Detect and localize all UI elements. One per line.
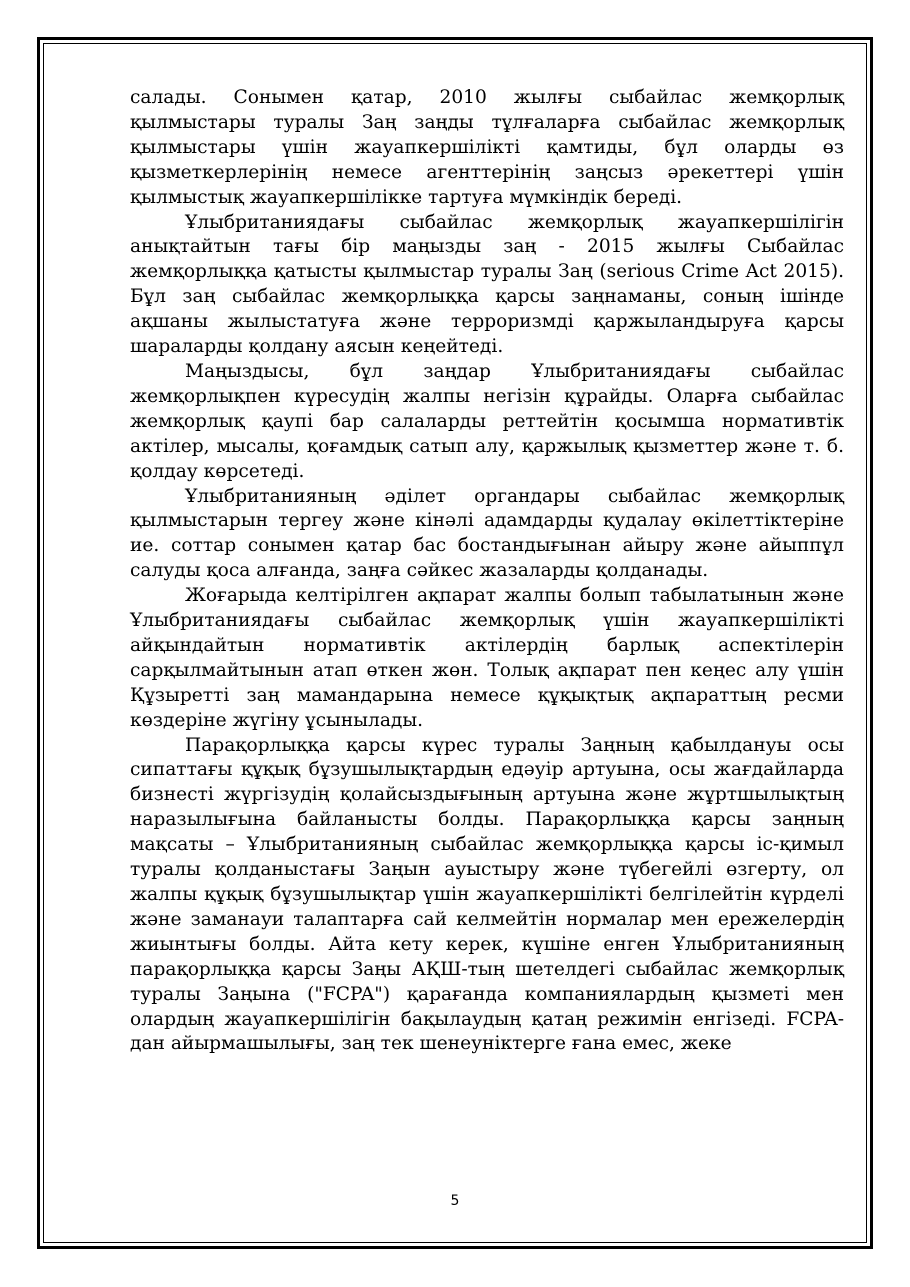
document-body xyxy=(130,86,844,1057)
paragraph-1: салады. Сонымен қатар, 2010 жылғы сыбайлас жемқорлық қылмыстары туралы Заң заңды тұлғаларға сыбайлас жемқорлық қылмыстары үшін жауапкершілікті қамтиды, бұл оларды өз қызметкерлерінің немесе агенттерінің заңсыз әрекеттері үшін қылмыстық жауапкершілікке тартуға мүмкіндік береді. xyxy=(130,87,844,208)
paragraph-4: Ұлыбританияның әділет органдары сыбайлас жемқорлық қылмыстарын тергеу және кінәлі адамдарды қудалау өкілеттіктеріне ие. соттар сонымен қатар бас бостандығынан айыру және айыппұл салуды қоса алғанда, заңға сәйкес жазаларды қолданады. xyxy=(130,485,844,582)
paragraph-3: Маңыздысы, бұл заңдар Ұлыбританиядағы сыбайлас жемқорлықпен күресудің жалпы негізін құрайды. Оларға сыбайлас жемқорлық қаупі бар салаларды реттейтін қосымша нормативтік актілер, мысалы, қоғамдық сатып алу, қаржылық қызметтер және т. б. қолдау көрсетеді. xyxy=(130,360,844,482)
paragraph-2: Ұлыбританиядағы сыбайлас жемқорлық жауапкершілігін анықтайтын тағы бір маңызды заң - 2015 жылғы Сыбайлас жемқорлыққа қатысты қылмыстар туралы Заң (serious Crime Act 2015). Бұл заң сыбайлас жемқорлыққа қарсы заңнаманы, соның ішінде ақшаны жылыстатуға және терроризмді қаржыландыруға қарсы шараларды қолдану аясын кеңейтеді. xyxy=(130,211,844,358)
page-number: 5 xyxy=(450,1193,460,1209)
paragraph-6: Парақорлыққа қарсы күрес туралы Заңның қабылдануы осы сипаттағы құқық бұзушылықтардың едәуір артуына, осы жағдайларда бизнесті жүргізудің қолайсыздығының артуына және жұртшылықтың наразылығына байланысты болды. Парақорлыққа қарсы заңның мақсаты – Ұлыбританияның сыбайлас жемқорлыққа қарсы іс-қимыл туралы қолданыстағы Заңын ауыстыру және түбегейлі өзгерту, ол жалпы құқық бұзушылықтар үшін жауапкершілікті белгілейтін күрделі және заманауи талаптарға сай келмейтін нормалар мен ережелердің жиынтығы болды. Айта кету керек, күшіне енген Ұлыбританияның парақорлыққа қарсы Заңы АҚШ-тың шетелдегі сыбайлас жемқорлық туралы Заңына ("FCPA") қарағанда компаниялардың қызметі мен олардың жауапкершілігін бақылаудың қатаң режимін енгізеді. FCPA-дан айырмашылығы, заң тек шенеуніктерге ғана емес, жеке xyxy=(130,734,844,1055)
paragraph-5: Жоғарыда келтірілген ақпарат жалпы болып табылатынын және Ұлыбританиядағы сыбайлас жемқорлық үшін жауапкершілікті айқындайтын нормативтік актілердің барлық аспектілерін сарқылмайтынын атап өткен жөн. Толық ақпарат пен кеңес алу үшін Құзыретті заң мамандарына немесе құқықтық ақпараттың ресми көздеріне жүгіну ұсынылады. xyxy=(130,585,844,731)
